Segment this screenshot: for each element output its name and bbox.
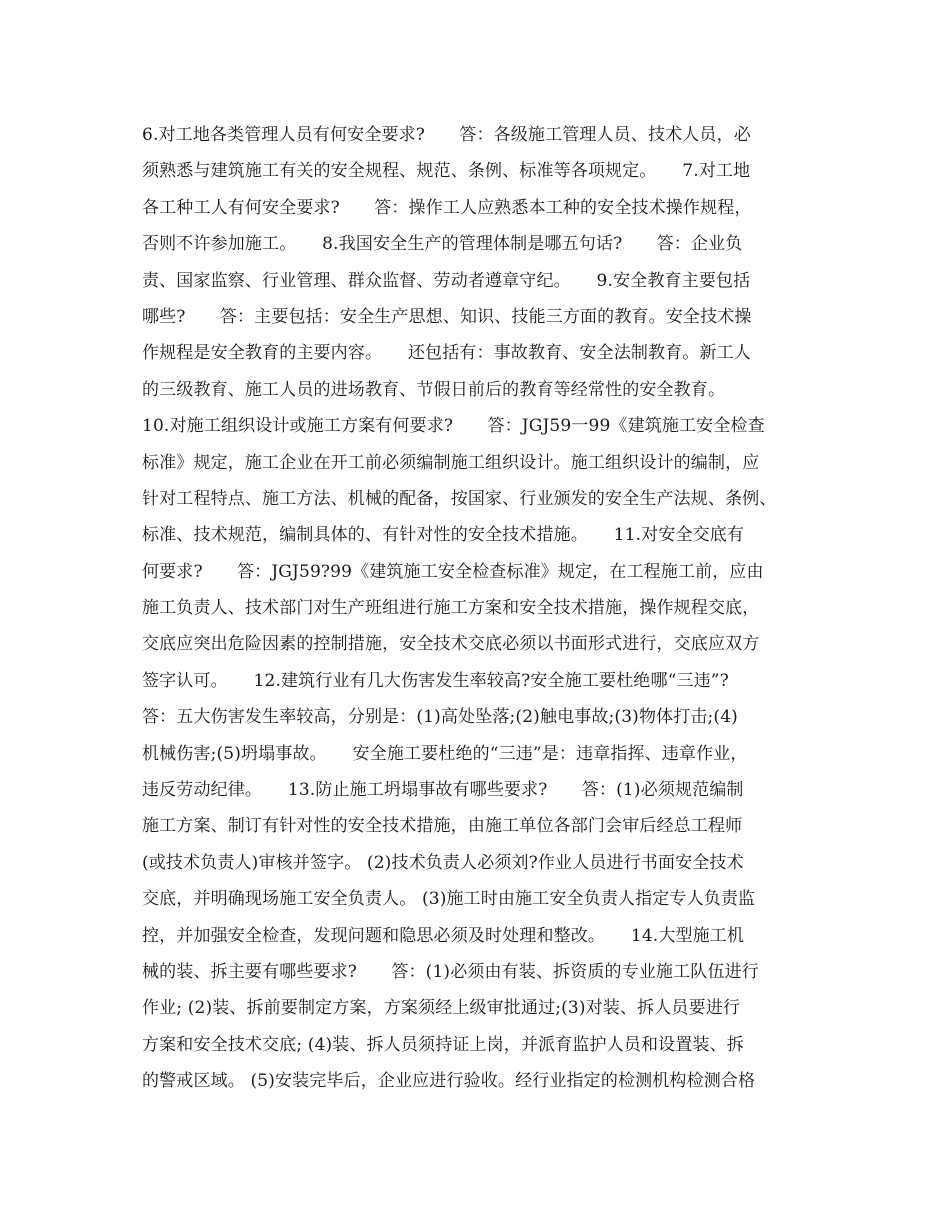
text-line: 各工种工人有何安全要求? 答：操作工人应熟悉本工种的安全技术操作规程， [142,197,752,218]
text-line: 违反劳动纪律。 13.防止施工坍塌事故有哪些要求? 答：(1)必须规范编制 [142,780,744,801]
text-line: 10.对施工组织设计或施工方案有何要求? 答：JGJ59一99《建筑施工安全检查 [142,416,765,437]
text-line: 须熟悉与建筑施工有关的安全规程、规范、条例、标准等各项规定。 7.对工地 [142,161,751,182]
text-line: 交底，并明确现场施工安全负责人。 (3)施工时由施工安全负责人指定专人负责监 [142,889,756,910]
text-line: (或技术负责人)审核并签字。 (2)技术负责人必须刘?作业人员进行书面安全技术 [142,852,744,873]
text-line: 控，并加强安全检查，发现问题和隐思必须及时处理和整改。 14.大型施工机 [142,925,745,946]
text-line: 的警戒区域。 (5)安装完毕后，企业应进行验收。经行业指定的检测机构检测合格 [142,1071,756,1092]
text-line: 施工方案、制订有针对性的安全技术措施，由施工单位各部门会审后经总工程师 [142,816,743,837]
text-line: 械的装、拆主要有哪些要求? 答：(1)必须由有装、拆资质的专业施工队伍进行 [142,961,759,982]
text-line: 答：五大伤害发生率较高，分别是：(1)高处坠落;(2)触电事故;(3)物体打击;(4) [142,707,738,728]
text-line: 施工负责人、技术部门对生产班组进行施工方案和安全技术措施，操作规程交底， [142,598,760,619]
text-line: 标准、技术规范，编制具体的、有针对性的安全技术措施。 11.对安全交底有 [142,525,745,546]
text-line: 针对工程特点、施工方法、机械的配备，按国家、行业颁发的安全生产法规、条例、 [142,488,777,509]
text-line: 方案和安全技术交底; (4)装、拆人员须持证上岗，并派育监护人员和设置装、拆 [142,1034,744,1055]
text-line: 6.对工地各类管理人员有何安全要求? 答：各级施工管理人员、技术人员，必 [142,125,751,145]
text-line: 交底应突出危险因素的控制措施，安全技术交底必须以书面形式进行，交底应双方 [142,634,760,655]
text-line: 哪些? 答：主要包括：安全生产思想、知识、技能三方面的教育。安全技术操 [142,306,752,327]
text-line: 标准》规定，施工企业在开工前必须编制施工组织设计。施工组织设计的编制，应 [142,452,760,473]
text-line: 签字认可。 12.建筑行业有几大伤害发生率较高?安全施工要杜绝哪“三违”? [142,670,729,691]
text-line: 否则不许参加施工。 8.我国安全生产的管理体制是哪五句话? 答：企业负 [142,234,743,255]
text-line: 机械伤害;(5)坍塌事故。 安全施工要杜绝的“三违”是：违章指挥、违章作业， [142,743,748,764]
text-line: 作规程是安全教育的主要内容。 还包括有：事故教育、安全法制教育。新工人 [142,343,751,364]
text-line: 何要求? 答：JGJ59?99《建筑施工安全检查标准》规定，在工程施工前，应由 [142,561,764,582]
text-line: 的三级教育、施工人员的进场教育、节假日前后的教育等经常性的安全教育。 [142,379,726,400]
body-text [142,117,822,1100]
text-line: 作业; (2)装、拆前要制定方案，方案须经上级审批通过;(3)对装、拆人员要进行 [142,998,741,1019]
text-line: 责、国家监察、行业管理、群众监督、劳动者遵章守纪。 9.安全教育主要包括 [142,270,751,291]
